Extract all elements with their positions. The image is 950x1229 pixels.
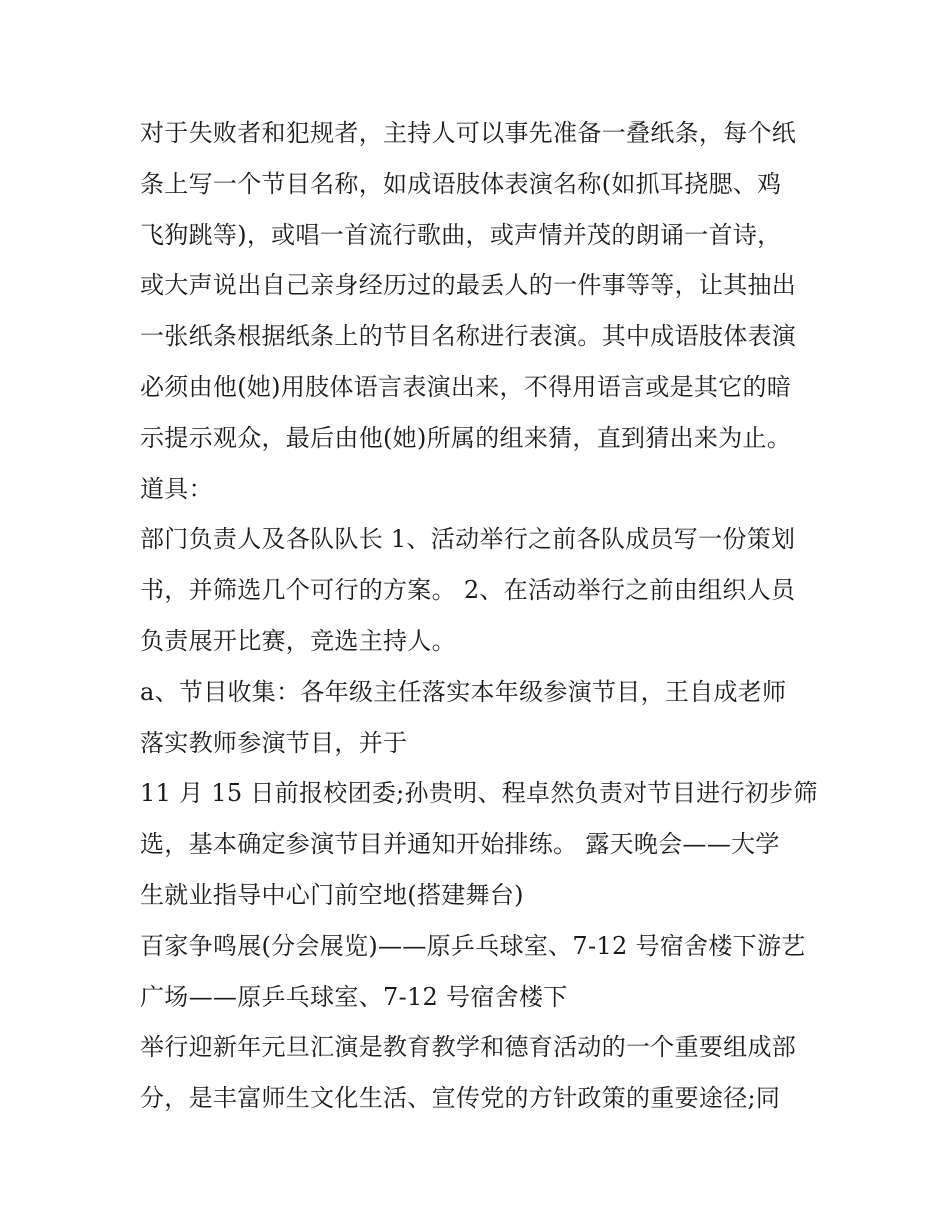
text-line: 或大声说出自己亲身经历过的最丢人的一件事等等，让其抽出 — [140, 271, 797, 300]
text-line: 条上写一个节目名称，如成语肢体表演名称(如抓耳挠腮、鸡 — [140, 169, 782, 198]
text-line: a、节目收集：各年级主任落实本年级参演节目，王自成老师 — [140, 677, 787, 706]
text-line: 负责展开比赛，竞选主持人。 — [140, 626, 456, 655]
text-line: 百家争鸣展(分会展览)——原乒乓球室、7-12 号宿舍楼下游艺 — [140, 931, 806, 960]
text-line: 对于失败者和犯规者，主持人可以事先准备一叠纸条，每个纸 — [140, 119, 797, 147]
text-line: 生就业指导中心门前空地(搭建舞台) — [140, 880, 524, 909]
text-line: 选，基本确定参演节目并通知开始排练。 露天晚会——大学 — [140, 830, 780, 859]
text-line: 一张纸条根据纸条上的节目名称进行表演。其中成语肢体表演 — [140, 322, 797, 351]
text-line: 书，并筛选几个可行的方案。 2、在活动举行之前由组织人员 — [140, 576, 796, 605]
text-line: 必须由他(她)用肢体语言表演出来，不得用语言或是其它的暗 — [140, 372, 792, 401]
document-body — [140, 108, 818, 1124]
section-heading: 道具： — [140, 474, 213, 503]
text-line: 分，是丰富师生文化生活、宣传党的方针政策的重要途径;同 — [140, 1084, 781, 1113]
text-line: 广场——原乒乓球室、7-12 号宿舍楼下 — [140, 982, 568, 1011]
text-line: 示提示观众，最后由他(她)所属的组来猜，直到猜出来为止。 — [140, 423, 792, 452]
text-line: 落实教师参演节目，并于 — [140, 728, 408, 757]
text-line: 举行迎新年元旦汇演是教育教学和德育活动的一个重要组成部 — [140, 1033, 797, 1062]
text-line: 飞狗跳等)，或唱一首流行歌曲，或声情并茂的朗诵一首诗， — [140, 220, 782, 249]
text-line: 11 月 15 日前报校团委;孙贵明、程卓然负责对节目进行初步筛 — [140, 779, 818, 808]
text-line: 部门负责人及各队队长 1、活动举行之前各队成员写一份策划 — [140, 525, 796, 554]
